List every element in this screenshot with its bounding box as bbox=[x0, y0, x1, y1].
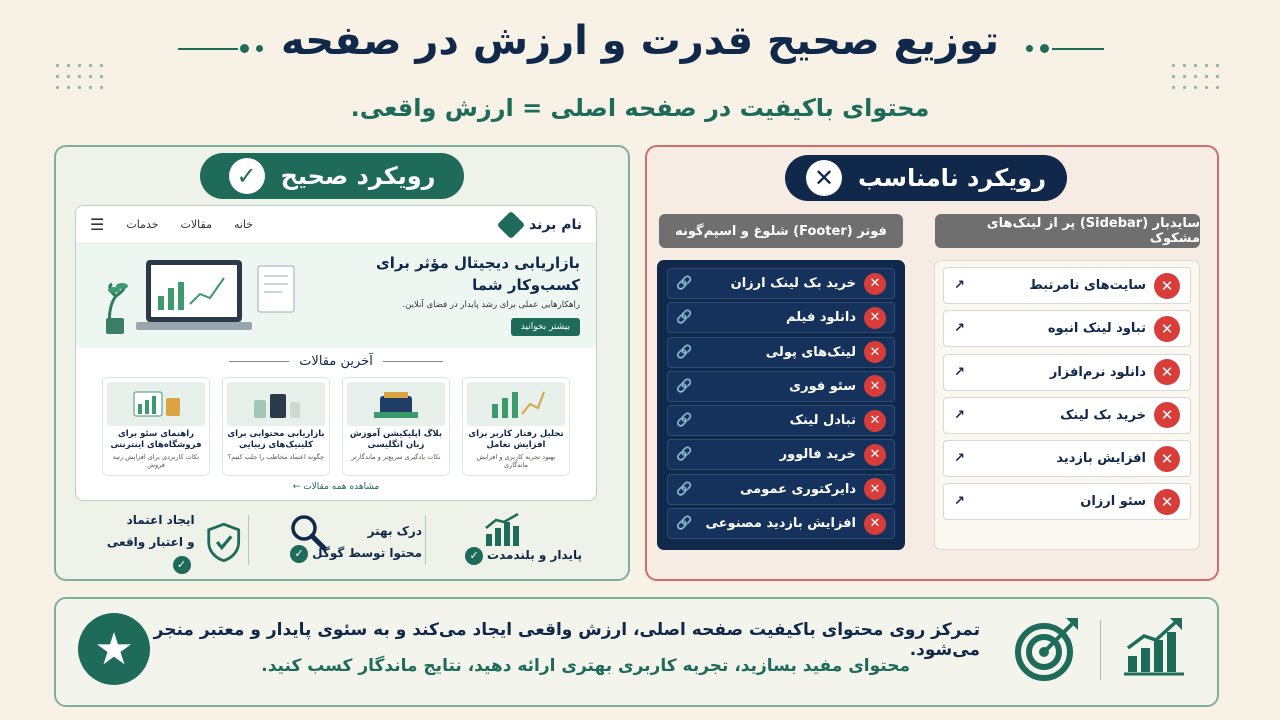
sidebar-link-row[interactable] bbox=[943, 483, 1191, 520]
article-title: بلاگ اپلیکیشن آموزش زبان انگلیسی bbox=[349, 429, 443, 450]
sidebar-link-row[interactable] bbox=[943, 310, 1191, 347]
sidebar-link-row[interactable] bbox=[943, 440, 1191, 477]
view-all-articles-link[interactable]: مشاهده همه مقالات ← bbox=[292, 482, 380, 492]
feature-sustainable-line2: پایدار و بلندمدت bbox=[487, 548, 582, 562]
wrong-approach-text: رویکرد نامناسب bbox=[858, 164, 1047, 192]
link-icon: 🔗 bbox=[676, 276, 693, 291]
footer-link-row[interactable] bbox=[667, 474, 895, 505]
summary-line-1: تمرکز روی محتوای باکیفیت صفحه اصلی، ارزش واقعی ایجاد می‌کند و به سئوی پایدار و معتبر منجر می‌شود. bbox=[153, 620, 980, 660]
check-icon: ✓ bbox=[290, 545, 308, 563]
external-link-icon: ↗ bbox=[954, 321, 965, 337]
footer-link-row[interactable] bbox=[667, 268, 895, 299]
brand-name: نام برند bbox=[529, 216, 582, 233]
footer-column-header: فوتر (Footer) شلوغ و اسپم‌گونه bbox=[659, 214, 903, 248]
magnifier-icon bbox=[288, 512, 328, 552]
check-icon: ✓ bbox=[173, 556, 191, 574]
feature-text bbox=[92, 509, 195, 575]
external-link-icon: ↗ bbox=[954, 494, 965, 510]
footer-link-label: خرید فالوور bbox=[779, 447, 856, 463]
hamburger-menu-icon[interactable]: ☰ bbox=[90, 215, 105, 234]
heading-rule-right bbox=[383, 361, 443, 362]
article-desc: نکات یادگیری سریع‌تر و ماندگارتر bbox=[351, 453, 441, 461]
feature-trust-line1: ایجاد اعتماد bbox=[126, 513, 195, 527]
site-hero bbox=[76, 244, 596, 348]
summary-line-2: محتوای مفید بسازید، تجربه کاربری بهتری ارائه دهید، نتایج ماندگار کسب کنید. bbox=[261, 656, 910, 676]
footer-link-row[interactable] bbox=[667, 371, 895, 402]
footer-link-label: افزایش بازدید مصنوعی bbox=[705, 516, 856, 532]
sidebar-link-row[interactable] bbox=[943, 354, 1191, 391]
sidebar-link-label: خرید بک لینک bbox=[1060, 407, 1146, 423]
footer-link-row[interactable] bbox=[667, 302, 895, 333]
sidebar-link-label: سئو ارزان bbox=[1080, 494, 1146, 510]
growth-chart-icon bbox=[484, 512, 524, 548]
x-icon: ✕ bbox=[864, 273, 886, 295]
hero-text bbox=[350, 252, 580, 336]
external-link-icon: ↗ bbox=[954, 278, 965, 293]
article-title: تحلیل رفتار کاربر برای افزایش تعامل bbox=[468, 429, 564, 450]
spam-footer-box bbox=[657, 260, 905, 550]
dot-pattern-right bbox=[1168, 60, 1226, 94]
feature-separator bbox=[425, 515, 426, 565]
sidebar-link-label: افزایش بازدید bbox=[1056, 451, 1146, 467]
x-icon: ✕ bbox=[1154, 359, 1180, 385]
article-card[interactable] bbox=[222, 377, 330, 476]
link-icon: 🔗 bbox=[676, 481, 693, 497]
footer-link-row[interactable] bbox=[667, 508, 895, 539]
nav-item-articles[interactable]: مقالات bbox=[180, 218, 212, 231]
footer-link-label: تبادل لینک bbox=[789, 413, 856, 429]
correct-approach-label bbox=[200, 153, 464, 199]
cosmetics-icon bbox=[227, 382, 325, 426]
link-icon: 🔗 bbox=[676, 447, 693, 463]
feature-trust bbox=[92, 512, 242, 572]
article-card[interactable] bbox=[102, 377, 210, 476]
banner-separator bbox=[1100, 620, 1101, 680]
link-icon: 🔗 bbox=[676, 516, 693, 532]
shield-check-icon bbox=[205, 520, 242, 564]
heading-rule-left bbox=[229, 361, 289, 362]
feature-google-line2: محتوا توسط گوگل bbox=[312, 546, 422, 560]
nav-item-home[interactable]: خانه bbox=[233, 218, 254, 231]
x-icon: ✕ bbox=[864, 341, 886, 363]
x-icon: ✕ bbox=[864, 410, 886, 432]
feature-separator bbox=[248, 515, 249, 565]
link-icon: 🔗 bbox=[676, 378, 693, 394]
article-card[interactable] bbox=[462, 377, 570, 476]
check-icon: ✓ bbox=[465, 547, 483, 565]
link-icon: 🔗 bbox=[676, 310, 693, 326]
sidebar-link-label: دانلود نرم‌افزار bbox=[1049, 364, 1146, 380]
external-link-icon: ↗ bbox=[954, 451, 965, 467]
website-mockup bbox=[75, 205, 597, 501]
article-card[interactable] bbox=[342, 377, 450, 476]
x-icon: ✕ bbox=[864, 444, 886, 466]
footer-link-row[interactable] bbox=[667, 439, 895, 470]
article-title: راهنمای سئو برای فروشگاه‌های اینترنتی bbox=[110, 429, 202, 450]
external-link-icon: ↗ bbox=[954, 407, 965, 423]
article-cards bbox=[76, 377, 596, 476]
page-subtitle: محتوای باکیفیت در صفحه اصلی = ارزش واقعی. bbox=[350, 94, 930, 122]
x-icon: ✕ bbox=[1154, 402, 1180, 428]
brand-logo-icon bbox=[497, 210, 525, 238]
growth-chart-icon bbox=[1122, 616, 1186, 678]
chart-icon bbox=[467, 382, 565, 426]
sidebar-link-label: سایت‌های نامرتبط bbox=[1029, 278, 1146, 293]
x-icon: ✕ bbox=[1154, 446, 1180, 472]
article-desc: بهبود تجربه کاربری و افزایش ماندگاری bbox=[476, 453, 556, 469]
latest-articles-title: آخرین مقالات bbox=[299, 354, 373, 369]
correct-approach-text: رویکرد صحیح bbox=[280, 162, 436, 190]
feature-google bbox=[282, 512, 422, 572]
link-icon: 🔗 bbox=[676, 344, 693, 360]
sidebar-link-row[interactable] bbox=[943, 397, 1191, 434]
x-icon: ✕ bbox=[864, 513, 886, 535]
x-icon: ✕ bbox=[1154, 489, 1180, 515]
sidebar-column-header: سایدبار (Sidebar) پر از لینک‌های مشکوک bbox=[935, 214, 1200, 248]
article-title: بازاریابی محتوایی برای کلینیک‌های زیبایی bbox=[227, 429, 325, 450]
feature-google-line1: درک بهتر bbox=[367, 524, 422, 538]
x-icon: ✕ bbox=[864, 307, 886, 329]
latest-articles-heading bbox=[76, 354, 596, 369]
laptop-illustration-icon bbox=[102, 256, 332, 340]
footer-link-label: دایرکتوری عمومی bbox=[740, 481, 856, 497]
page-title: توزیع صحیح قدرت و ارزش در صفحه bbox=[280, 18, 1000, 64]
x-circle-icon: ✕ bbox=[806, 160, 842, 196]
footer-link-row[interactable] bbox=[667, 405, 895, 436]
dot-pattern-left bbox=[52, 60, 110, 94]
x-icon: ✕ bbox=[864, 375, 886, 397]
footer-link-label: خرید بک لینک ارزان bbox=[730, 276, 856, 291]
footer-link-label: سئو فوری bbox=[789, 378, 856, 394]
hero-title: بازاریابی دیجیتال مؤثر برای کسب‌وکار شما bbox=[376, 254, 580, 294]
sidebar-link-label: تباود لینک انبوه bbox=[1047, 321, 1146, 337]
target-icon bbox=[1014, 614, 1082, 682]
shopping-chart-icon bbox=[107, 382, 205, 426]
article-desc: نکات کاربردی برای افزایش رتبه فروش bbox=[112, 453, 200, 469]
nav-item-services[interactable]: خدمات bbox=[126, 218, 159, 231]
hero-read-more-button[interactable]: بیشتر بخوانید bbox=[511, 318, 580, 336]
sidebar-link-row[interactable] bbox=[943, 267, 1191, 304]
hero-description: راهکارهایی عملی برای رشد پایدار در فضای آنلاین. bbox=[402, 300, 580, 310]
spam-sidebar-box bbox=[934, 260, 1200, 550]
books-icon bbox=[347, 382, 445, 426]
feature-trust-line2: و اعتبار واقعی bbox=[106, 535, 195, 549]
external-link-icon: ↗ bbox=[954, 364, 965, 380]
site-brand[interactable] bbox=[501, 215, 582, 235]
article-desc: چگونه اعتماد مخاطب را جلب کنیم؟ bbox=[227, 453, 325, 461]
check-circle-icon: ✓ bbox=[229, 158, 265, 194]
x-icon: ✕ bbox=[1154, 316, 1180, 342]
x-icon: ✕ bbox=[864, 478, 886, 500]
feature-sustainable bbox=[452, 512, 582, 572]
link-icon: 🔗 bbox=[676, 413, 693, 429]
footer-link-row[interactable] bbox=[667, 337, 895, 368]
x-icon: ✕ bbox=[1154, 273, 1180, 299]
footer-link-label: لینک‌های پولی bbox=[765, 344, 856, 360]
site-navbar bbox=[76, 206, 596, 244]
site-nav-links bbox=[90, 215, 253, 234]
wrong-approach-label bbox=[785, 155, 1067, 201]
footer-link-label: دانلود فیلم bbox=[786, 310, 856, 326]
star-icon: ★ bbox=[78, 613, 150, 685]
